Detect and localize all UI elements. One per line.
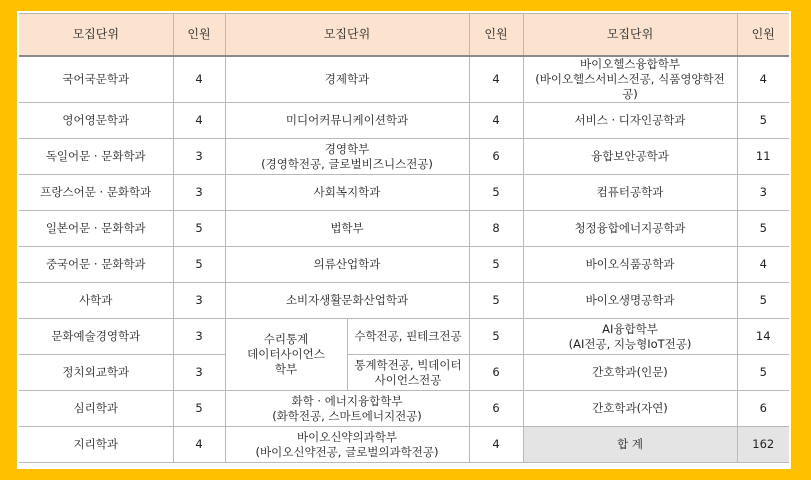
count-cell: 3 <box>173 355 225 391</box>
header-unit-3: 모집단위 <box>523 14 737 57</box>
unit-cell: 사회복지학과 <box>225 175 469 211</box>
count-cell: 3 <box>173 283 225 319</box>
count-cell: 4 <box>469 427 523 463</box>
count-cell: 14 <box>737 319 789 355</box>
count-cell: 4 <box>173 56 225 103</box>
unit-cell: 법학부 <box>225 211 469 247</box>
header-unit-2: 모집단위 <box>225 14 469 57</box>
table-row <box>19 283 789 319</box>
unit-cell: 바이오식품공학과 <box>523 247 737 283</box>
count-cell: 4 <box>737 56 789 103</box>
unit-cell: 청정융합에너지공학과 <box>523 211 737 247</box>
unit-cell: 미디어커뮤니케이션학과 <box>225 103 469 139</box>
admission-quota-table <box>19 13 789 463</box>
count-cell: 3 <box>173 139 225 175</box>
table-row <box>19 211 789 247</box>
unit-cell: 일본어문 · 문화학과 <box>19 211 173 247</box>
count-cell: 3 <box>173 319 225 355</box>
table-row <box>19 319 789 355</box>
unit-cell: 프랑스어문 · 문화학과 <box>19 175 173 211</box>
unit-cell: 독일어문 · 문화학과 <box>19 139 173 175</box>
unit-cell: 컴퓨터공학과 <box>523 175 737 211</box>
unit-cell: 영어영문학과 <box>19 103 173 139</box>
unit-cell: 화학 · 에너지융합학부 (화학전공, 스마트에너지전공) <box>225 391 469 427</box>
total-label-cell: 합 계 <box>523 427 737 463</box>
count-cell: 4 <box>173 427 225 463</box>
count-cell: 6 <box>469 139 523 175</box>
count-cell: 5 <box>737 103 789 139</box>
unit-cell: 사학과 <box>19 283 173 319</box>
count-cell: 6 <box>737 391 789 427</box>
header-count-1: 인원 <box>173 14 225 57</box>
unit-cell: 바이오신약의과학부 (바이오신약전공, 글로벌의과학전공) <box>225 427 469 463</box>
count-cell: 5 <box>737 211 789 247</box>
unit-cell: 국어국문학과 <box>19 56 173 103</box>
unit-cell: 정치외교학과 <box>19 355 173 391</box>
unit-cell: 융합보안공학과 <box>523 139 737 175</box>
unit-cell: 경제학과 <box>225 56 469 103</box>
unit-cell: 의류산업학과 <box>225 247 469 283</box>
header-count-2: 인원 <box>469 14 523 57</box>
count-cell: 4 <box>469 103 523 139</box>
unit-cell: 통계학전공, 빅데이터 사이언스전공 <box>347 355 469 391</box>
table-row <box>19 56 789 103</box>
count-cell: 6 <box>469 391 523 427</box>
unit-cell: 소비자생활문화산업학과 <box>225 283 469 319</box>
count-cell: 3 <box>737 175 789 211</box>
count-cell: 5 <box>173 211 225 247</box>
count-cell: 5 <box>469 247 523 283</box>
count-cell: 5 <box>469 283 523 319</box>
table-row <box>19 247 789 283</box>
table-row <box>19 139 789 175</box>
header-unit-1: 모집단위 <box>19 14 173 57</box>
table-row <box>19 391 789 427</box>
unit-cell: 바이오생명공학과 <box>523 283 737 319</box>
count-cell: 5 <box>737 283 789 319</box>
unit-cell: 간호학과(자연) <box>523 391 737 427</box>
table-row <box>19 427 789 463</box>
unit-cell: 중국어문 · 문화학과 <box>19 247 173 283</box>
count-cell: 6 <box>469 355 523 391</box>
unit-cell: AI융합학부 (AI전공, 지능형IoT전공) <box>523 319 737 355</box>
merged-group-cell: 수리통계 데이터사이언스 학부 <box>225 319 347 391</box>
table-row <box>19 355 789 391</box>
table-row <box>19 175 789 211</box>
table-row <box>19 103 789 139</box>
unit-cell: 문화예술경영학과 <box>19 319 173 355</box>
count-cell: 4 <box>737 247 789 283</box>
count-cell: 4 <box>173 103 225 139</box>
count-cell: 4 <box>469 56 523 103</box>
unit-cell: 경영학부 (경영학전공, 글로벌비즈니스전공) <box>225 139 469 175</box>
count-cell: 11 <box>737 139 789 175</box>
count-cell: 5 <box>469 175 523 211</box>
unit-cell: 수학전공, 핀테크전공 <box>347 319 469 355</box>
count-cell: 5 <box>737 355 789 391</box>
table-frame <box>17 11 791 469</box>
count-cell: 8 <box>469 211 523 247</box>
header-count-3: 인원 <box>737 14 789 57</box>
unit-cell: 간호학과(인문) <box>523 355 737 391</box>
count-cell: 5 <box>173 247 225 283</box>
count-cell: 5 <box>173 391 225 427</box>
unit-cell: 심리학과 <box>19 391 173 427</box>
unit-cell: 서비스 · 디자인공학과 <box>523 103 737 139</box>
total-count-cell: 162 <box>737 427 789 463</box>
count-cell: 3 <box>173 175 225 211</box>
unit-cell: 지리학과 <box>19 427 173 463</box>
unit-cell: 바이오헬스융합학부 (바이오헬스서비스전공, 식품영양학전공) <box>523 56 737 103</box>
count-cell: 5 <box>469 319 523 355</box>
table-header-row <box>19 14 789 57</box>
